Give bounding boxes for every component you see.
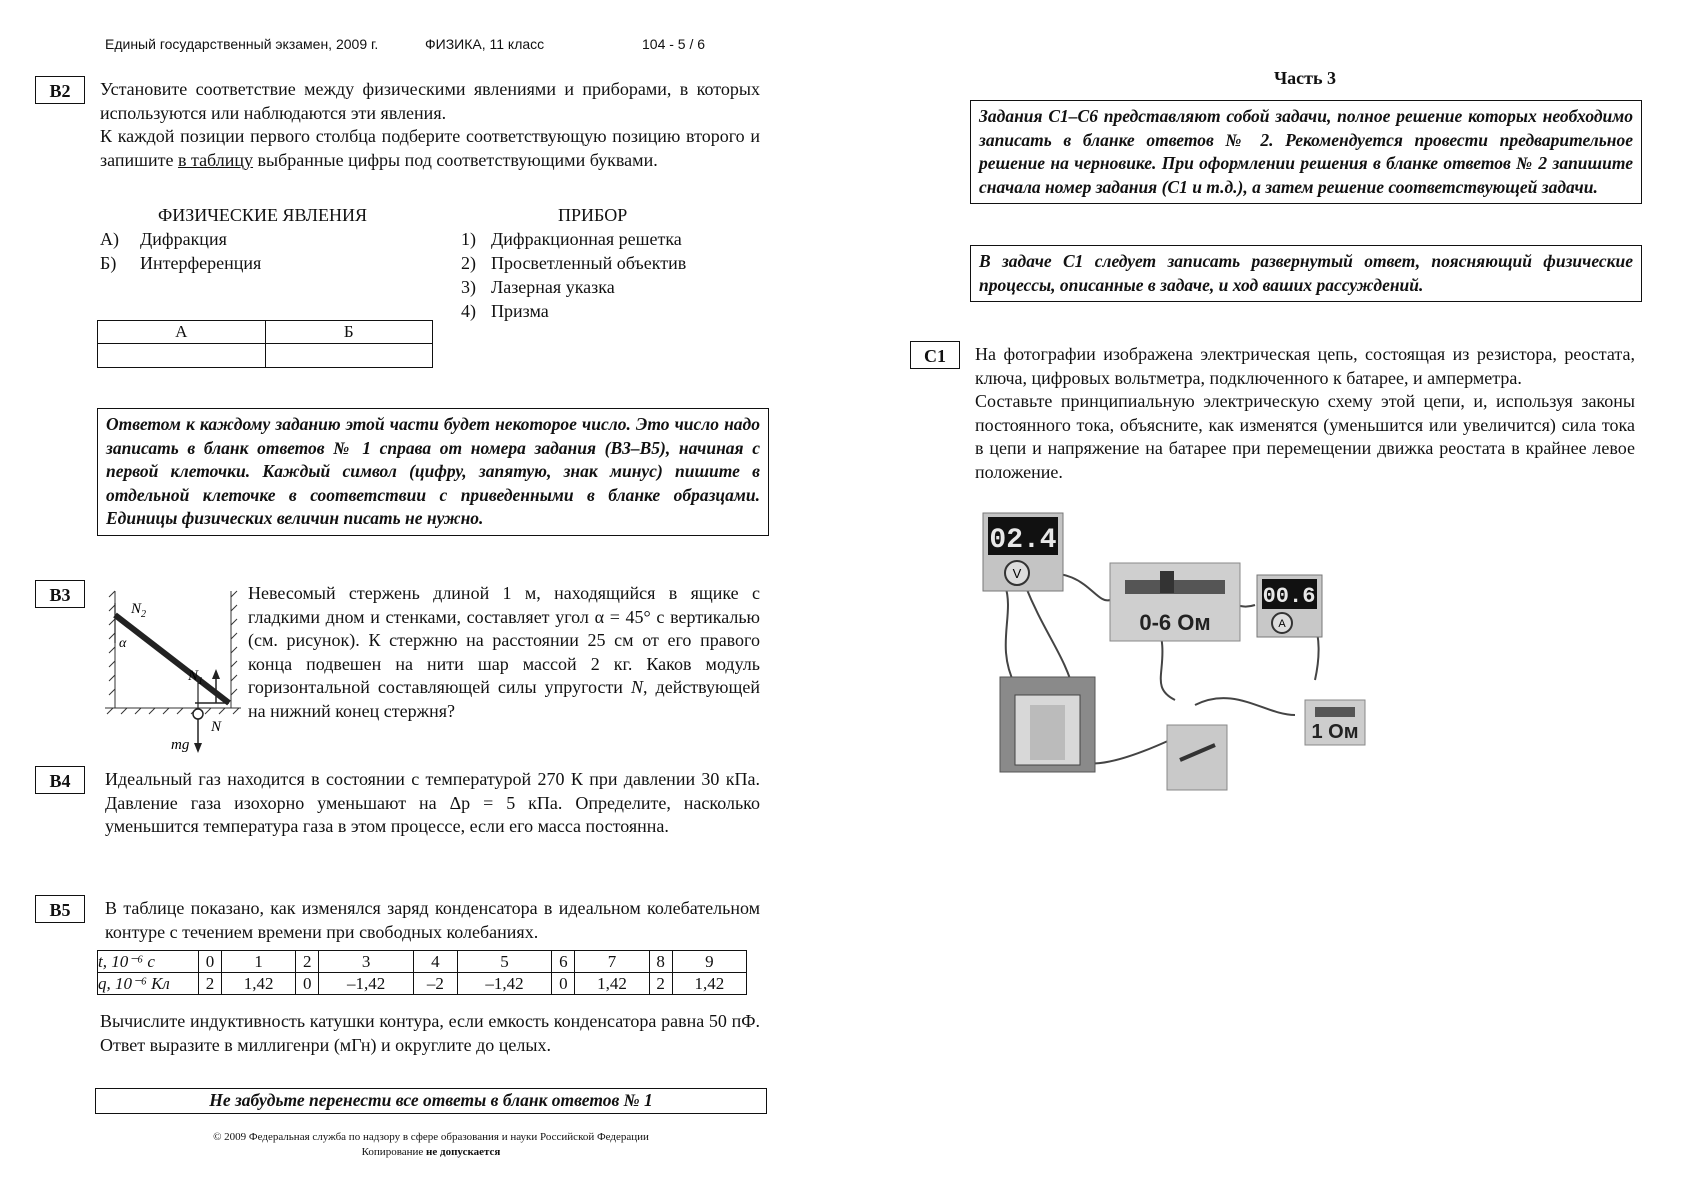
answer-note: Ответом к каждому заданию этой части будет некоторое число. Это число надо записать в бланк ответов № 1 справа от номера задания (В3–В5), начиная с первой клеточки. Каждый символ (цифру, запятую, знак минус) пишите в отдельной клеточке в соответствии с приведенными в бланке образцами. Единицы физических величин писать не нужно. [97,408,769,536]
part3-box2: В задаче С1 следует записать развернутый ответ, поясняющий физические процессы, описанные в задаче, и ход ваших рассуждений. [970,245,1642,302]
ammeter-display: 00.6 [1262,584,1316,609]
t-cell: 4 [414,951,458,973]
b4-label: В4 [35,766,85,794]
list-item [100,227,261,251]
q-cell: –2 [414,973,458,995]
t-cell: 7 [575,951,649,973]
circuit-photo [975,505,1415,805]
b3-figure [103,583,243,758]
q-cell: –1,42 [319,973,414,995]
t-cell: 1 [221,951,295,973]
item-text: Дифракционная решетка [491,229,682,249]
resistor-label: 1 Ом [1311,721,1359,743]
b3-text-b: , действующей на нижний конец стержня? [248,677,760,721]
b2-right-header: ПРИБОР [558,205,628,225]
header-exam: Единый государственный экзамен, 2009 г. [105,36,379,52]
b2-left-list [100,227,261,275]
q-cell: 1,42 [221,973,295,995]
footer-copy-prefix: Копирование [361,1146,427,1158]
q-cell: 1,42 [672,973,746,995]
b2-instruction [100,125,760,172]
voltmeter-symbol: V [1012,566,1022,581]
b3-label: В3 [35,580,85,608]
item-text: Лазерная указка [491,277,615,297]
voltmeter [983,513,1063,591]
b2-intro: Установите соответствие между физическими явлениями и приборами, в которых используются или наблюдаются эти явления. [100,79,760,123]
b3-text [248,582,760,723]
b2-left-header: ФИЗИЧЕСКИЕ ЯВЛЕНИЯ [158,205,367,225]
t-cell: 2 [296,951,319,973]
n1-label: $N_1$ [188,668,204,687]
part3-title: Часть 3 [1273,68,1337,88]
c1-p1: На фотографии изображена электрическая цепь, состоящая из резистора, реостата, ключа, цифровых вольтметра, подключенного к батарее, и амперметра. [975,344,1635,388]
resistor [1305,700,1365,745]
q-cell: 0 [552,973,575,995]
b3-text-a: Невесомый стержень длиной 1 м, находящийся в ящике с гладкими дном и стенками, составляет угол α = 45° с вертикалью (см. рисунок). К стержню на расстоянии 25 см от его правого конца подвешен на нити шар массой 2 кг. Каков модуль горизонтальной составляющей силы упругости [248,583,760,697]
q-cell: 0 [296,973,319,995]
list-item [461,227,686,251]
item-text: Призма [491,301,549,321]
item-key: 3) [461,277,476,297]
b2-col-a: А [98,321,266,344]
item-text: Интерференция [140,253,262,273]
rheostat-label: 0-6 Ом [1139,610,1211,635]
item-key: 4) [461,301,476,321]
b2-text [100,78,760,172]
item-key: А) [100,229,119,249]
footer-copy-bold: не допускается [426,1146,501,1158]
footer [95,1130,767,1160]
ball [193,709,203,719]
rod [115,615,229,703]
b5-question: Вычислите индуктивность катушки контура, если емкость конденсатора равна 50 пФ. Ответ выразите в миллигенри (мГн) и округлите до целых. [100,1011,760,1055]
item-key: 1) [461,229,476,249]
b2-instr-before: К каждой позиции первого столбца подберите соответствующую позицию второго и запишите [100,126,760,170]
mg-arrowhead [194,743,202,753]
footer-copy-note [95,1145,767,1160]
mg-label: mg [171,737,190,753]
q-cell: –1,42 [457,973,552,995]
n2-label: $N_2$ [131,601,147,620]
b2-instr-after: выбранные цифры под соответствующими буквами. [253,149,658,170]
t-cell: 5 [457,951,552,973]
b2-col-b: Б [265,321,433,344]
q-cell: 2 [199,973,222,995]
t-cell: 9 [672,951,746,973]
b2-label: В2 [35,76,85,104]
list-item [100,251,261,275]
list-item [461,251,686,275]
header-subject: ФИЗИКА, 11 класс [425,36,545,52]
battery [1000,677,1095,772]
list-item [461,275,686,299]
b2-answer-a[interactable] [98,344,266,368]
table-row [98,951,747,973]
n1-arrowhead [212,669,220,679]
item-text: Просветленный объектив [491,253,687,273]
part3-box1: Задания С1–С6 представляют собой задачи, полное решение которых необходимо записать в бланке ответов № 2. Рекомендуется провести предварительное решение на черновике. При оформлении решения в бланке ответов № 2 запишите сначала номер задания (С1 и т.д.), а затем решение соответствующей задачи. [970,100,1642,204]
item-key: Б) [100,253,117,273]
alpha-label: α [119,636,127,651]
q-cell: 1,42 [575,973,649,995]
t-cell: 0 [199,951,222,973]
ammeter [1257,575,1322,637]
switch [1167,725,1227,790]
row-q-label: q, 10⁻⁶ Кл [98,973,199,995]
b3-text-n: N [630,677,643,697]
footer-copyright: © 2009 Федеральная служба по надзору в сфере образования и науки Российской Федерации [213,1131,649,1143]
row-t-label: t, 10⁻⁶ с [98,951,199,973]
b4-text: Идеальный газ находится в состоянии с температурой 270 К при давлении 30 кПа. Давление газа изохорно уменьшают на Δp = 5 кПа. Определите, насколько уменьшится температура газа в этом процессе, если его масса постоянна. [105,769,760,836]
b5-label: В5 [35,895,85,923]
n-label: N [211,719,222,735]
b5-intro: В таблице показано, как изменялся заряд конденсатора в идеальном колебательном контуре с течением времени при свободных колебаниях. [105,898,760,942]
b2-instr-link: в таблицу [177,149,254,170]
list-item [461,299,686,323]
b2-answer-b[interactable] [265,344,433,368]
c1-label: С1 [910,341,960,369]
t-cell: 3 [319,951,414,973]
reminder-box: Не забудьте перенести все ответы в бланк ответов № 1 [95,1088,767,1114]
b2-right-list [461,227,686,323]
ammeter-symbol: A [1278,618,1286,630]
b5-table [97,950,747,995]
item-key: 2) [461,253,476,273]
t-cell: 6 [552,951,575,973]
t-cell: 8 [649,951,672,973]
table-row [98,973,747,995]
c1-p2: Составьте принципиальную электрическую схему этой цепи, и, используя законы постоянного тока, объясните, как изменятся (уменьшится или увеличится) сила тока в цепи и напряжение на батарее при перемещении движка реостата в крайнее левое положение. [975,391,1635,482]
voltmeter-display: 02.4 [989,525,1057,556]
header-page: 104 - 5 / 6 [642,36,706,52]
c1-text [975,343,1635,484]
item-text: Дифракция [140,229,227,249]
rheostat [1110,563,1240,641]
q-cell: 2 [649,973,672,995]
b2-answer-table [97,320,433,368]
